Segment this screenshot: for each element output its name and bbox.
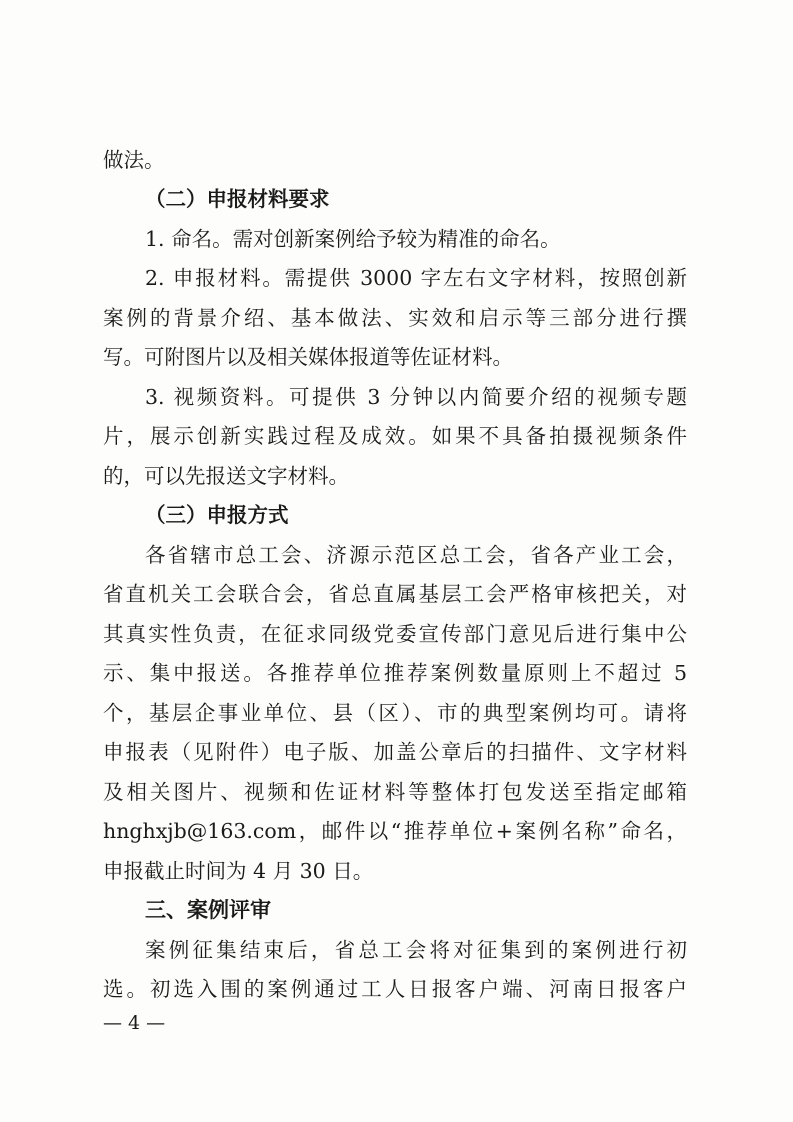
paragraph-line: 及相关图片、视频和佐证材料等整体打包发送至指定邮箱 [103,780,687,804]
paragraph-line: 写。可附图片以及相关媒体报道等佐证材料。 [103,345,513,369]
paragraph-line: 做法。 [103,148,165,172]
paragraph-line: 片，展示创新实践过程及成效。如果不具备拍摄视频条件 [103,424,687,448]
paragraph-line: 的，可以先报送文字材料。 [103,464,349,488]
paragraph-line: 其真实性负责，在征求同级党委宣传部门意见后进行集中公 [103,622,687,646]
section-heading: 三、案例评审 [145,898,271,922]
paragraph-line: 3. 视频资料。可提供 3 分钟以内简要介绍的视频专题 [145,385,687,409]
paragraph-line: 案例征集结束后，省总工会将对征集到的案例进行初 [145,938,687,962]
paragraph-line: 2. 申报材料。需提供 3000 字左右文字材料，按照创新 [145,266,687,290]
page-number: — 4 — [103,1012,166,1034]
paragraph-line: 个，基层企事业单位、县（区）、市的典型案例均可。请将 [103,701,687,725]
paragraph-line: 申报截止时间为 4 月 30 日。 [103,859,374,883]
section-subheading: （二）申报材料要求 [145,187,330,211]
paragraph-line: 各省辖市总工会、济源示范区总工会，省各产业工会， [145,543,687,567]
section-subheading: （三）申报方式 [145,503,289,527]
paragraph-line: 1. 命名。需对创新案例给予较为精准的命名。 [145,227,561,251]
paragraph-line: hnghxjb@163.com，邮件以“推荐单位+案例名称”命名， [103,819,687,843]
paragraph-line: 选。初选入围的案例通过工人日报客户端、河南日报客户 [103,977,687,1001]
paragraph-line: 案例的背景介绍、基本做法、实效和启示等三部分进行撰 [103,306,687,330]
paragraph-line: 申报表（见附件）电子版、加盖公章后的扫描件、文字材料 [103,740,687,764]
paragraph-line: 示、集中报送。各推荐单位推荐案例数量原则上不超过 5 [103,661,687,685]
paragraph-line: 省直机关工会联合会，省总直属基层工会严格审核把关，对 [103,582,687,606]
